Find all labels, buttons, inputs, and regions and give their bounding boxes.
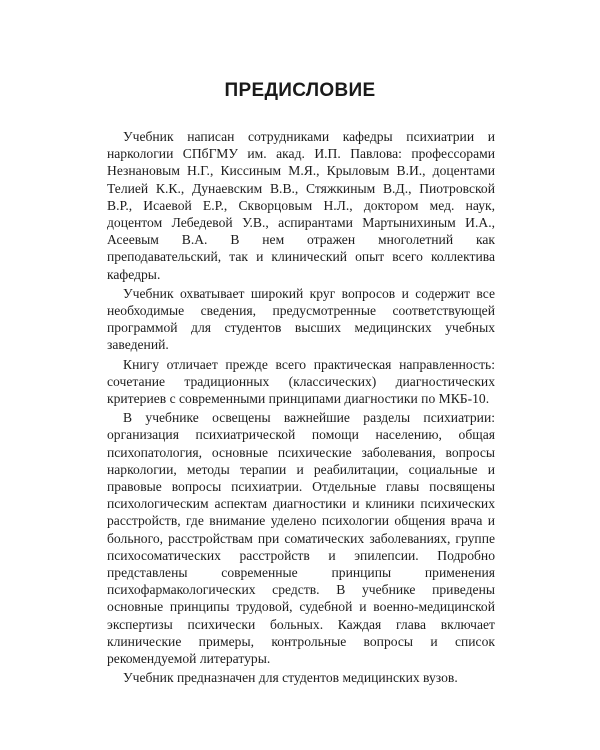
page-title: ПРЕДИСЛОВИЕ	[224, 80, 376, 101]
paragraph-scope: Учебник охватывает широкий круг вопросов и содержит все необходимые сведения, предусмотренные соответствующей программой для студентов высших медицинских учебных заведений.	[107, 285, 495, 353]
paragraph-audience: Учебник предназначен для студентов медицинских вузов.	[123, 670, 458, 686]
paragraph-practical-focus: Книгу отличает прежде всего практическая направленность: сочетание традиционных (классических) диагностических критериев с современными принципами диагностики по МКБ-10.	[107, 356, 495, 407]
preface-body	[107, 128, 495, 689]
paragraph-sections: В учебнике освещены важнейшие разделы психиатрии: организация психиатрической помощи населению, общая психопатология, основные психические заболевания, вопросы наркологии, методы терапии и реабилитации, социальные и правовые вопросы психиатрии. Отдельные главы посвящены психологическим аспектам диагностики и клиники психических расстройств, где внимание уделено психологии общения врача и больного, расстройствам при соматических заболеваниях, группе психосоматических расстройств и эпилепсии. Подробно представлены современные принципы применения психофармакологических средств. В учебнике приведены основные принципы трудовой, судебной и военно-медицинской экспертизы психически больных. Каждая глава включает клинические примеры, контрольные вопросы и список рекомендуемой литературы.	[107, 410, 495, 667]
paragraph-authors: Учебник написан сотрудниками кафедры психиатрии и наркологии СПбГМУ им. акад. И.П. Павлова: профессорами Незнановым Н.Г., Киссиным М.Я., Крыловым В.И., доцентами Телией К.К., Дунаевским В.В., Стяжкиным В.Д., Пиотровской В.Р., Исаевой Е.Р., Скворцовым Н.Л., доктором мед. наук, доцентом Лебедевой У.В., аспирантами Мартынихиным И.А., Асеевым В.А. В нем отражен многолетний как преподавательский, так и клинический опыт всего коллектива кафедры.	[107, 129, 495, 282]
